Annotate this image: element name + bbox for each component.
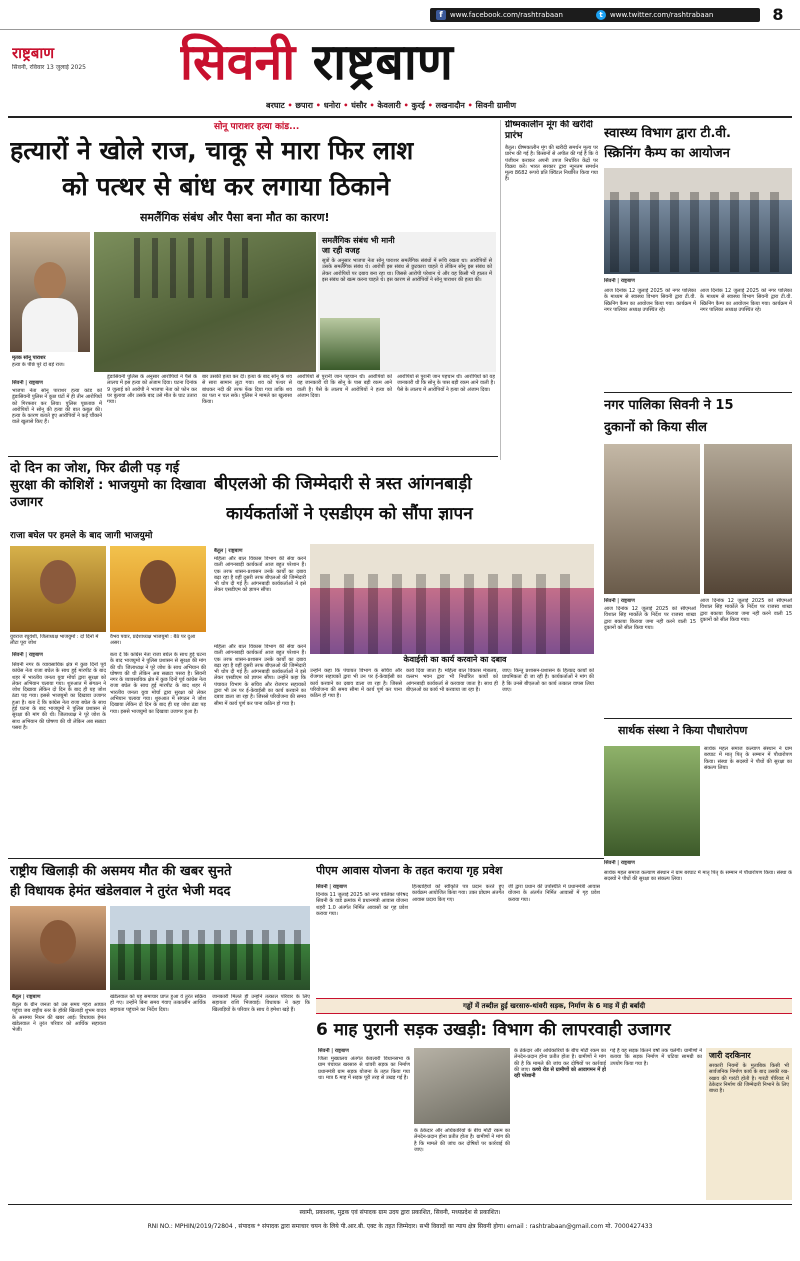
bottom-side-text: सरकारी नियमों के मुताबिक किसी भी सार्वजनिक निर्माण कार्य के बाद उसकी रख-रखाव की गारंटी होती है। गारंटी पीरियड में ठेकेदार निर्माण की जिम्मेदारी निभाने के लिए बाध्य है।	[709, 1063, 789, 1095]
nav-item[interactable]: सिवनी ग्रामीण	[475, 101, 517, 110]
small-logo: राष्ट्रबाण	[12, 44, 55, 62]
right-r3-photo-1	[604, 444, 700, 594]
mid3-text-3: जी द्वारा प्रधान की उपस्थिति में प्रधानमंत्री आवास योजना के अंतर्गत निर्मित आवासों में गृह प्रवेश कराया गया।	[508, 884, 600, 903]
mid1-headline-1: बीएलओ की जिम्मेदारी से त्रस्त आंगनबाड़ी	[214, 474, 472, 494]
right-r3-text: आज दिनांक 12 जुलाई 2025 को सीएमओ विशाल सिंह मार्कोले के निर्देश पर राजस्व शाखा द्वारा बकाया किराया जमा नहीं करने वाली 15 दुकानों को सील किया गया।	[604, 606, 696, 631]
bottom-road-photo	[414, 1048, 510, 1124]
mid2-col2-text: खंडेलवाल को यह समाचार प्राप्त हुआ वे तुरंत सक्रिय हो गए। उन्होंने बिना समय गंवाए तत्कालीन आर्थिक सहायता पहुंचाने का निर्देश दिया।	[110, 994, 206, 1013]
left2-face-1	[40, 560, 76, 604]
mid1-bottom-divider	[8, 858, 604, 859]
masthead-divider	[8, 116, 792, 118]
mid2-headline-1: राष्ट्रीय खिलाड़ी की असमय मौत की खबर सुनते	[10, 864, 232, 879]
bottom-side-box	[706, 1048, 792, 1200]
bottom-col4-text: गई है वह सड़क कितने वर्षों तक चलेगी। ग्रामीणों ने बताया कि सड़क निर्माण में घटिया सामग्री का उपयोग किया गया है।	[610, 1048, 702, 1067]
bottom-text: जिला मुख्यालय अंतर्गत केवलारी विधानसभा के ग्राम पंचायत खरसारु से थांवरी सड़क का निर्माण प्रधानमंत्री ग्राम सड़क योजना के तहत किया गया था। मात्र 6 माह में सड़क पूरी तरह से उखड़ गई है।	[318, 1056, 410, 1081]
right-r4-byline: सिवनी | राष्ट्रबाण	[604, 860, 635, 866]
mid1-byline: बैतूल | राष्ट्रबाण	[214, 548, 243, 554]
right-r4-col-2	[604, 870, 792, 990]
lead-col-1	[12, 388, 102, 452]
bottom-kicker-text: गड्ढों में तब्दील हुई खरसारु-थांवरी सड़क, निर्माण के 6 माह में ही बर्बादी	[462, 1002, 646, 1010]
lead-col-4	[297, 374, 392, 452]
mid1-lead-col	[214, 556, 306, 640]
right-col-1-box	[500, 120, 598, 460]
mid1-photo	[310, 544, 594, 654]
left2-byline: सिवनी | राष्ट्रबाण	[12, 652, 43, 658]
lead-portrait-caption: मृतक सोनू पाराशर	[12, 355, 46, 361]
mid3-headline: पीएम आवास योजना के तहत कराया गृह प्रवेश	[316, 864, 503, 877]
footer-divider	[8, 1204, 792, 1205]
lead-byline: सिवनी | राष्ट्रबाण	[12, 380, 43, 386]
footer-line-1: स्वामी, प्रकाशक, मुद्रक एवं संपादक ग्राम उदय द्वारा प्रकाशित, सिवनी, मध्यप्रदेश से प्रकाशित।	[299, 1209, 501, 1216]
lead-headline-2: को पत्थर से बांध कर लगाया ठिकाने	[62, 172, 390, 201]
left2-col2-text: बता दें कि कांग्रेस नेता राजा बघेल के साथ हुई घटना के बाद भाजयुमो ने पुलिस प्रशासन से सुरक्षा की मांग की थी। जिलाध्यक्ष ने पूरे जोश के साथ अभियान की घोषणा की थी लेकिन अब सन्नाटा पसरा है।	[110, 652, 206, 677]
right-r2-headline-2: स्क्रिनिंग कैम्प का आयोजन	[604, 146, 730, 161]
left2-caption-1: युवराज रघुवंशी, जिलाध्यक्ष भाजयुमो : दो दिनों में लौटा पूरा जोश	[10, 634, 99, 647]
page-number: 8	[772, 6, 784, 24]
right-r4-text-b: सार्थक महल समाज कल्याण संस्थान ने ग्राम बरघाट में मातृ पितृ के सम्मान में पौधारोपण किया। संस्था के सदस्यों ने पौधों की सुरक्षा का संकल्प लिया।	[604, 870, 792, 883]
mid2-col-3	[212, 994, 310, 1198]
left2-col-2	[110, 652, 206, 854]
right-divider-1	[604, 392, 792, 393]
right-r2-text: आज दिनांक 12 जुलाई 2025 को नगर पालिका के माध्यम से स्वास्थ्य विभाग सिवनी द्वारा टी.वी. स्क्रिनिंग कैम्प का आयोजन किया गया। कार्यक्रम में नगर पालिका अध्यक्ष उपस्थित रहे।	[604, 288, 696, 313]
mid2-byline: बैतूल | राष्ट्रबाण	[12, 994, 41, 1000]
lead-portrait-photo	[10, 232, 90, 352]
mid3-text-2: हितग्राहियों को स्वीकृति पत्र प्रदान करते हुए कार्यक्रम आयोजित किया गया। उक्त प्रोग्राम अंतर्गत आवास प्रदाय किए गए।	[412, 884, 504, 903]
right-r3-col-2	[700, 598, 792, 714]
mid1-col-0	[214, 644, 306, 854]
right-r3-byline: सिवनी | राष्ट्रबाण	[604, 598, 635, 604]
masthead	[0, 30, 800, 114]
masthead-title	[180, 32, 780, 92]
lead-col-1-text: भाजपा नेता सोनू पाराशर हत्या कांड को डूंडासिवनी पुलिस ने कुछ घंटों में ही तीन आरोपियों को गिरफ्तार कर लिया। पुलिस पूछताछ में आरोपियों ने सोनू की हत्या की बात कबूल की। हत्या के कारण बताते हुए आरोपियों ने कई चौंकाने वाले खुलासे किए हैं।	[12, 388, 102, 426]
left2-photo-2	[110, 546, 206, 632]
mid1-col0-text-b: उन्होंने कहा कि पंचायत विभाग के सचिव और रोजगार सहायकों द्वारा भी उन पर ई-केवाईसी का कार्य करवाने का दबाव डाला जा रहा है। जिससे परियोजना की समय सीमा में कार्य पूर्ण कर पाना कठिन हो गया है।	[214, 675, 306, 707]
right-r4-col-1	[704, 746, 792, 870]
right-r3-headline-2: दुकानों को किया सील	[604, 420, 707, 435]
lead-col-5	[397, 374, 495, 452]
bottom-kicker	[316, 998, 792, 1014]
mid2-text: बैतूल के ग्रीन जनता को उस समय गहरा आघात पहुंचा जब राष्ट्रीय स्तर के हॉकी खिलाड़ी शुभम यादव के असमय निधन की खबर आई। विधायक हेमंत खंडेलवाल ने तुरंत परिवार को आर्थिक सहायता भेजी।	[12, 1002, 106, 1034]
mid1-col0-text: महिला और बाल विकास विभाग की सेंवा करने वाली आंगनबाड़ी कार्यकर्ता आज बहुत परेशान हैं। एक तरफ शासन-प्रशासन उनके कार्यों का दबाव बढ़ा रहा है वहीं दूसरी तरफ बीएलओ की जिम्मेदारी भी थोप दी गई है। आंगनबाड़ी कार्यकर्ताओं ने इसे लेकर एसडीएम को ज्ञापन सौंपा।	[214, 644, 306, 682]
right-r2-headline-1: स्वास्थ्य विभाग द्वारा टी.वी.	[604, 126, 731, 141]
footer-line-2: RNI NO.: MPHIN/2019/72804 , संपादक * संपादक द्वारा समाचार चयन के लिये पी.आर.बी. एक्ट के तहत जिम्मेदार। सभी विवादों का न्याय क्षेत्र सिवनी होगा। email : rashtrabaan@gmail.com मो. 7000427433	[147, 1223, 653, 1230]
nav-item[interactable]: धनोरा	[323, 101, 341, 110]
mid1-col3-text: जाए। किन्तु प्रशासन-प्रशासन के हितप्रद कार्यों को प्राथमिकता दी जा रही है। कार्यकर्ताओं ने मांग की है कि उनसे बीएलओ का कार्य तत्काल वापस लिया जाए।	[502, 668, 594, 693]
mid2-col-2	[110, 994, 206, 1198]
right-r2-text-b: आज दिनांक 12 जुलाई 2025 को नगर पालिका के माध्यम से स्वास्थ्य विभाग सिवनी द्वारा टी.वी. स्क्रिनिंग कैम्प का आयोजन किया गया। कार्यक्रम में नगर पालिका अध्यक्ष उपस्थित रहे।	[700, 288, 792, 313]
nav-item[interactable]: बरघाट	[266, 101, 285, 110]
mid3-text: दिनांक 11 जुलाई 2025 को नगर पालिका परिषद सिवनी के वार्ड क्रमांक में प्रधानमंत्री आवास योजना शहरी 1.0 अंतर्गत निर्मित आवासों का गृह प्रवेश कराया गया।	[316, 892, 408, 917]
nav-item[interactable]: कुरई	[411, 101, 425, 110]
mid2-photo-1	[10, 906, 106, 990]
right-r3-photo-2	[704, 444, 792, 594]
lead-portrait-subcaption: हत्या के पीछे पूरे दो बड़े राज।	[12, 362, 65, 368]
mid3-col-1	[316, 892, 408, 992]
masthead-nav: बरघाट • छपारा • धनोरा • घंसौर • केवलारी • कुरई • लखनादौन • सिवनी ग्रामीण	[266, 101, 517, 110]
lead-col-2-text: डूंडासिवनी पुलिस के अनुसार आरोपियों ने पैसे के लालच में इस हत्या को अंजाम दिया। घटना दिनांक 9 जुलाई को आरोपी ने भाजपा नेता को फोन कर घर बुलाया और उसके बाद उसे मौत के घाट उतारा गया।	[107, 374, 197, 406]
right-r2-col-2	[700, 288, 792, 388]
mid1-photo-caption: केवाईसी का कार्य करवाने का दबाव	[403, 655, 507, 664]
portrait-body	[22, 298, 78, 352]
bottom-side-title: जारी दरकिनार	[709, 1051, 751, 1060]
right-r1-text: बैतूल। ग्रीष्मकालीन मूंग की खरीदी समर्थन मूल्य पर प्रारंभ की गई है। किसानों से अपील की गई है कि वे पंजीयन कराकर अपनी उपज निर्धारित केंद्रों पर विक्रय करें। भारत सरकार द्वारा न्यूनतम समर्थन मूल्य 8682 रूपये प्रति क्विंटल निर्धारित किया गया है।	[505, 145, 598, 183]
left2-caption-2: वैभव पवार, प्रदेशाध्यक्ष भाजयुमो : बैठे पर दुआ असर।	[110, 634, 196, 647]
nav-item[interactable]: घंसौर	[351, 101, 367, 110]
left2-col-1	[12, 662, 106, 854]
mid1-col1-text: उन्होंने कहा कि पंचायत विभाग के सचिव और रोजगार सहायकों द्वारा भी उन पर ई-केवाईसी का कार्य करवाने का दबाव डाला जा रहा है। जिससे परियोजना की समय सीमा में कार्य पूर्ण कर पाना कठिन हो गया है।	[310, 668, 402, 700]
lead-bottom-divider	[8, 456, 498, 457]
left2-photo-1	[10, 546, 106, 632]
left2-text-2: बता दें कि कांग्रेस नेता राजा बघेल के साथ हुई घटना के बाद भाजयुमो ने पुलिस प्रशासन से सुरक्षा की मांग की थी। जिलाध्यक्ष ने पूरे जोश के साथ अभियान की घोषणा की थी लेकिन अब सन्नाटा पसरा है।	[12, 699, 106, 731]
facebook-icon: f	[436, 10, 446, 20]
small-date: सिवनी, रविवार 13 जुलाई 2025	[12, 64, 86, 71]
mid1-headline-2: कार्यकर्ताओं ने एसडीएम को सौंपा ज्ञापन	[226, 504, 473, 524]
lead-box-title-2: जा रही वजह	[322, 246, 360, 255]
mid3-byline: सिवनी | राष्ट्रबाण	[316, 884, 347, 890]
mid1-col-1	[310, 668, 402, 854]
lead-subhead: समलैंगिक संबंध और पैसा बना मौत का कारण!	[140, 211, 330, 224]
mid3-col-2	[412, 884, 504, 992]
right-r4-headline: सार्थक संस्था ने किया पौधारोपण	[618, 724, 748, 737]
mid1-photo-people	[320, 574, 584, 654]
right-divider-2	[604, 718, 792, 719]
bottom-col-4	[610, 1048, 702, 1200]
right-r4-photo	[604, 746, 700, 856]
lead-kicker: सोनू पाराशर हत्या कांड...	[214, 122, 300, 132]
right-r2-byline: सिवनी | राष्ट्रबाण	[604, 278, 635, 284]
mid1-text: महिला और बाल विकास विभाग की सेंवा करने वाली आंगनबाड़ी कार्यकर्ता आज बहुत परेशान हैं। एक तरफ शासन-प्रशासन उनके कार्यों का दबाव बढ़ा रहा है वहीं दूसरी तरफ बीएलओ की जिम्मेदारी भी थोप दी गई है। आंगनबाड़ी कार्यकर्ताओं ने इसे लेकर एसडीएम को ज्ञापन सौंपा।	[214, 556, 306, 594]
mid3-col-3	[508, 884, 600, 992]
right-r1-headline: ग्रीष्मकालीन मूंग की खरीदी प्रारंभ	[505, 120, 593, 141]
lead-box-title: समलैंगिक संबंध भी मानी	[322, 236, 395, 245]
mid1-col2-text: कार्य दिया जाता है। महिला बाल विकास मंत्रालय, वल्लभ भवन द्वारा भी निर्धारित कार्यों को आंगनबाड़ी कार्यकर्ता से करवाया जाता है। साथ ही बीएलओ का कार्य भी करवाया जा रहा है।	[406, 668, 498, 693]
nav-item[interactable]: केवलारी	[377, 101, 401, 110]
top-bar	[0, 0, 800, 30]
left2-text: सिवनी नगर के व्यावसायिक क्षेत्र में कुछ दिनों पूर्व कांग्रेस नेता राजा बघेल के साथ हुई मारपीट के बाद शहर में भारतीय जनता युवा मोर्चा द्वारा सुरक्षा को लेकर अभियान चलाया गया। शुरुआत में संगठन ने जोश दिखाया लेकिन दो दिन के बाद ही यह जोश ठंडा पड़ गया। इससे भाजयुमो का दिखावा उजागर हुआ है।	[12, 662, 106, 706]
lead-box-text: सूत्रों के अनुसार भाजपा नेता सोनू पाराशर समलैंगिक संबंधों में रूचि रखता था। आरोपियों से उसके समलैंगिक संबंध थे। आरोपी इस संबंध से छुटकारा चाहते थे लेकिन सोनू इस संबंध को लेकर आरोपियों पर दबाव बना रहा था। जिससे आरोपी परेशान थे और वह किसी भी हालत में इस संबंध को खत्म करना चाहते थे। इस कारण से आरोपियों ने सोनू पाराशर की हत्या की।	[322, 258, 492, 283]
bottom-col2-text: के ठेकेदार और अधिकारियों के बीच मोटी रकम का लेनदेन-प्रदान होना प्रतीत होता है। ग्रामीणों ने मांग की है कि मामले की जांच कर दोषियों पर कार्रवाई की जाए।	[414, 1128, 510, 1153]
mid2-col3-text: जानकारी मिलते ही उन्होंने तत्काल परिवार के लिए सहायता राशि भिजवाई। विधायक ने कहा कि खिलाड़ियों के परिवार के साथ वे हमेशा खड़े हैं।	[212, 994, 310, 1013]
right-r2-people	[610, 192, 786, 272]
bottom-col2-sub: कच्चे रोड से ग्रामीणों को आवागमन में हो रही परेशानी	[514, 1066, 606, 1080]
mid2-photo-2	[110, 906, 310, 990]
portrait-face	[34, 262, 66, 300]
twitter-icon: t	[596, 10, 606, 20]
bottom-col3-text: के ठेकेदार और अधिकारियों के बीच मोटी रकम का लेनदेन-प्रदान होना प्रतीत होता है। ग्रामीणों ने मांग की है कि मामले की जांच कर दोषियों पर कार्रवाई की जाए।	[514, 1048, 606, 1073]
lead-col-5-text: आरोपियों से पुरानी जान पहचान थी। आरोपियों को यह जानकारी थी कि सोनू के पास बड़ी रकम आने वाली है। पैसे के लालच में आरोपियों ने हत्या को अंजाम दिया।	[397, 374, 495, 393]
right-r4-text: सार्थक महल समाज कल्याण संस्थान ने ग्राम बरघाट में मातृ पितृ के सम्मान में पौधारोपण किया। संस्था के सदस्यों ने पौधों की सुरक्षा का संकल्प लिया।	[704, 746, 792, 771]
lead-col-2	[107, 374, 197, 452]
left2-subhead: राजा बघेल पर हमले के बाद जागी भाजयुमो	[10, 531, 153, 541]
mid2-team	[118, 930, 302, 980]
lead-headline-1: हत्यारों ने खोले राज, चाकू से मारा फिर लाश	[10, 136, 414, 165]
bottom-col-2	[414, 1128, 510, 1200]
mid1-col-3	[502, 668, 594, 854]
scene-people	[134, 238, 254, 298]
lead-col-3-text: बार उसकी हत्या कर दी। हत्या के बाद सोनू के शव से सारा सामान लूटा गया। शव को पत्थर से बांधकर नदी की तरफ फेंक दिया गया ताकि शव का पता न चल सके। पुलिस ने मामले का खुलासा किया।	[202, 374, 292, 406]
nav-item[interactable]: लखनादौन	[435, 101, 465, 110]
bottom-headline: 6 माह पुरानी सड़क उखड़ी: विभाग की लापरवाही उजागर	[316, 1020, 671, 1040]
left2-headline: दो दिन का जोश, फिर ढीली पड़ गई सुरक्षा की कोशिशें : भाजयुमो का दिखावा उजागर	[10, 461, 206, 510]
masthead-title-red: सिवनी	[180, 33, 296, 91]
left2-col2-text-b: सिवनी नगर के व्यावसायिक क्षेत्र में कुछ दिनों पूर्व कांग्रेस नेता राजा बघेल के साथ हुई मारपीट के बाद शहर में भारतीय जनता युवा मोर्चा द्वारा सुरक्षा को लेकर अभियान चलाया गया। शुरुआत में संगठन ने जोश दिखाया लेकिन दो दिन के बाद ही यह जोश ठंडा पड़ गया। इससे भाजयुमो का दिखावा उजागर हुआ है।	[110, 670, 206, 715]
mid1-col-2	[406, 668, 498, 854]
lead-col-4-text: आरोपियों से पुरानी जान पहचान थी। आरोपियों को यह जानकारी थी कि सोनू के पास बड़ी रकम आने वाली है। पैसे के लालच में आरोपियों ने हत्या को अंजाम दिया।	[297, 374, 392, 399]
left2-face-2	[140, 560, 176, 604]
lead-col-3	[202, 374, 292, 452]
bottom-col-3	[514, 1048, 606, 1200]
mid2-headline-2: ही विधायक हेमंत खंडेलवाल ने तुरंत भेजी मदद	[10, 884, 231, 899]
facebook-link[interactable]: www.facebook.com/rashtrabaan	[450, 11, 563, 19]
right-r3-text-b: आज दिनांक 12 जुलाई 2025 को सीएमओ विशाल सिंह मार्कोले के निर्देश पर राजस्व शाखा द्वारा बकाया किराया जमा नहीं करने वाली 15 दुकानों को सील किया गया।	[700, 598, 792, 623]
right-r3-col-1	[604, 606, 696, 714]
right-r2-photo	[604, 168, 792, 274]
nav-item[interactable]: छपारा	[295, 101, 313, 110]
mid2-face	[40, 920, 76, 964]
bottom-col-1	[318, 1056, 410, 1200]
lead-inset-photo	[320, 318, 380, 370]
right-r3-headline-1: नगर पालिका सिवनी ने 15	[604, 398, 734, 413]
bottom-byline: सिवनी | राष्ट्रबाण	[318, 1048, 349, 1054]
masthead-title-black: राष्ट्रबाण	[312, 33, 453, 91]
lead-scene-photo	[94, 232, 316, 372]
twitter-link[interactable]: www.twitter.com/rashtrabaan	[610, 11, 714, 19]
right-r2-col-1	[604, 288, 696, 388]
mid2-col-1	[12, 1002, 106, 1198]
